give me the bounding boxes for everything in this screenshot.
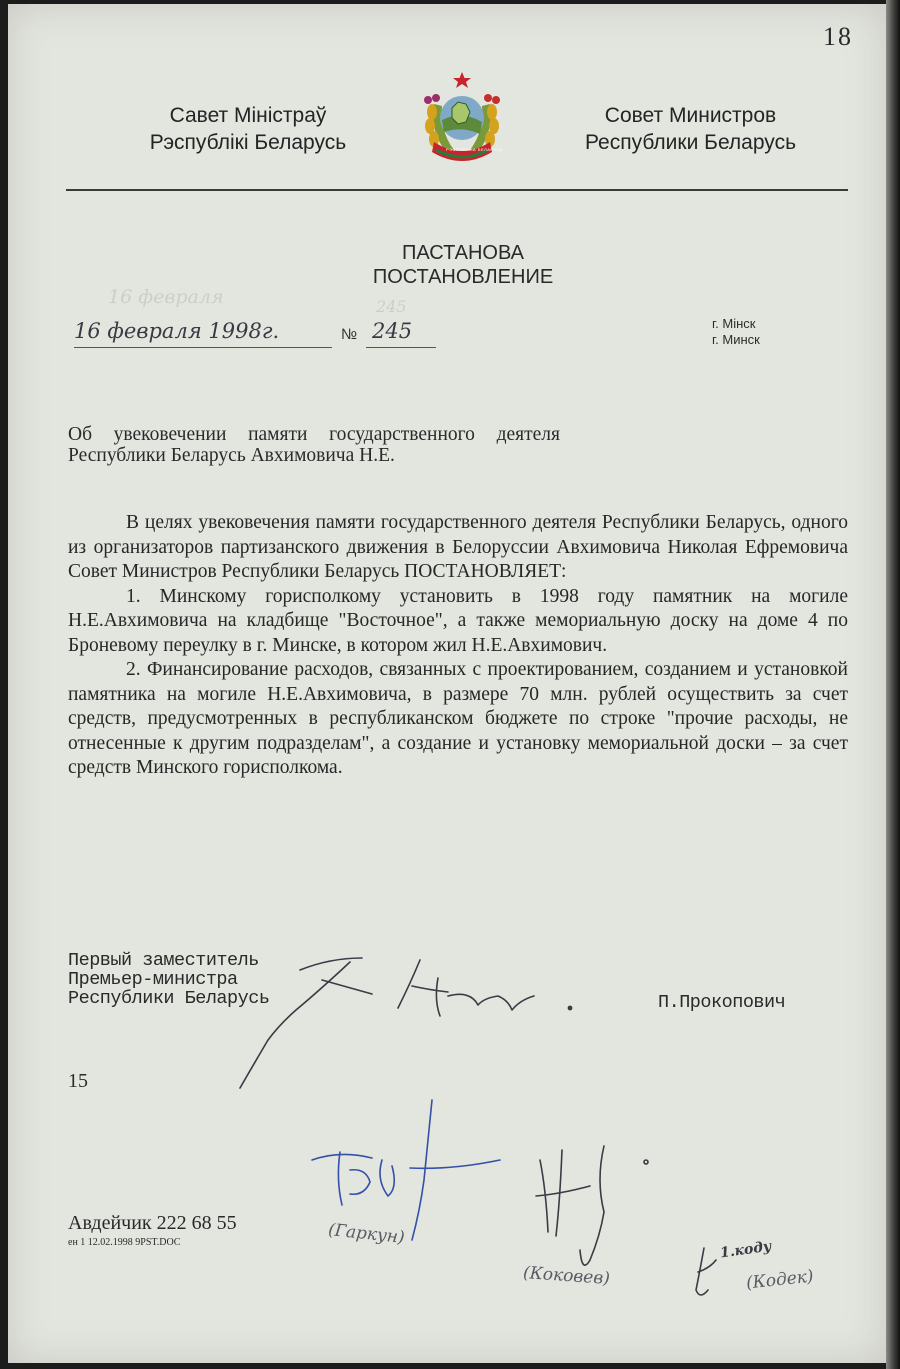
org-name-belarusian — [103, 102, 393, 156]
ghost-number-mark: 245 — [376, 297, 407, 316]
state-emblem-icon — [406, 64, 518, 172]
org-ru-line-1: Совет Министров — [604, 104, 777, 127]
approval-name-1: (Гаркун) — [327, 1220, 406, 1248]
city-belarusian: г. Мінск — [712, 316, 756, 331]
document-body — [68, 511, 848, 781]
org-be-line-1: Савет Міністраў — [169, 104, 327, 127]
approval-name-2: (Коковев) — [522, 1262, 611, 1290]
org-ru-line-2: Республики Беларусь — [584, 131, 797, 154]
page-edge-shadow — [886, 0, 900, 1369]
file-reference: ен 1 12.02.1998 9PST.DOC — [68, 1237, 181, 1248]
signatory-position — [68, 951, 269, 1008]
document-type — [288, 241, 638, 289]
org-be-line-2: Рэспублікі Беларусь — [149, 131, 347, 154]
body-item-2: 2. Финансирование расходов, связанных с проектированием, созданием и установкой памятника на могиле Н.Е.Авхимовича, в размере 70 млн. рублей осуществить за счет средств, предусмотренных в республиканском бюджете по строке "прочие расходы, не отнесенные к другим подразделам", а создание и установку мемориальной доски – за счет средств Минского горисполкома. — [68, 659, 848, 778]
document-page — [8, 4, 886, 1363]
emblem-ribbon-text: РЭСПУБЛІКА БЕЛАРУСЬ — [446, 147, 504, 152]
executor-line: Авдейчик 222 68 55 — [68, 1212, 237, 1234]
approval-name-3: (Кодек) — [745, 1266, 815, 1294]
issue-city — [712, 316, 760, 348]
doc-type-belarusian: ПАСТАНОВА — [402, 242, 524, 264]
body-preamble: В целях увековечения памяти государственного деятеля Республики Беларусь, одного из организаторов партизанского движения в Белоруссии Авхимовича Николая Ефремовича Совет Министров Республики Беларусь ПОСТАНОВЛЯЕТ: — [68, 512, 848, 582]
doc-type-russian: ПОСТАНОВЛЕНИЕ — [372, 266, 554, 288]
signatory-name: П.Прокопович — [658, 992, 786, 1013]
body-item-1: 1. Минскому горисполкому установить в 1998 году памятник на могиле Н.Е.Авхимовича на кладбище "Восточное", а также мемориальную доску на доме 4 по Броневому переулку в г. Минске, в котором жил Н.Е.Авхимович. — [68, 585, 848, 656]
ghost-date-mark: 16 февраля — [108, 286, 224, 308]
issue-number-value: 245 — [372, 319, 413, 343]
org-name-russian — [548, 102, 833, 156]
city-russian: г. Минск — [712, 332, 760, 347]
header-divider — [66, 189, 848, 191]
number-label: № — [341, 326, 358, 343]
copies-count: 15 — [68, 1070, 88, 1092]
issue-date: 16 февраля 1998г. — [74, 319, 332, 348]
issue-number — [366, 319, 436, 348]
document-subject: Об увековечении памяти государственного деятеля Республики Беларусь Авхимовича Н.Е. — [68, 424, 560, 466]
page-number: 18 — [823, 22, 853, 51]
position-line-2: Премьер-министра — [68, 969, 238, 990]
position-line-3: Республики Беларусь — [68, 988, 270, 1009]
approval-note: 1.коду — [719, 1238, 773, 1262]
position-line-1: Первый заместитель — [68, 950, 259, 971]
